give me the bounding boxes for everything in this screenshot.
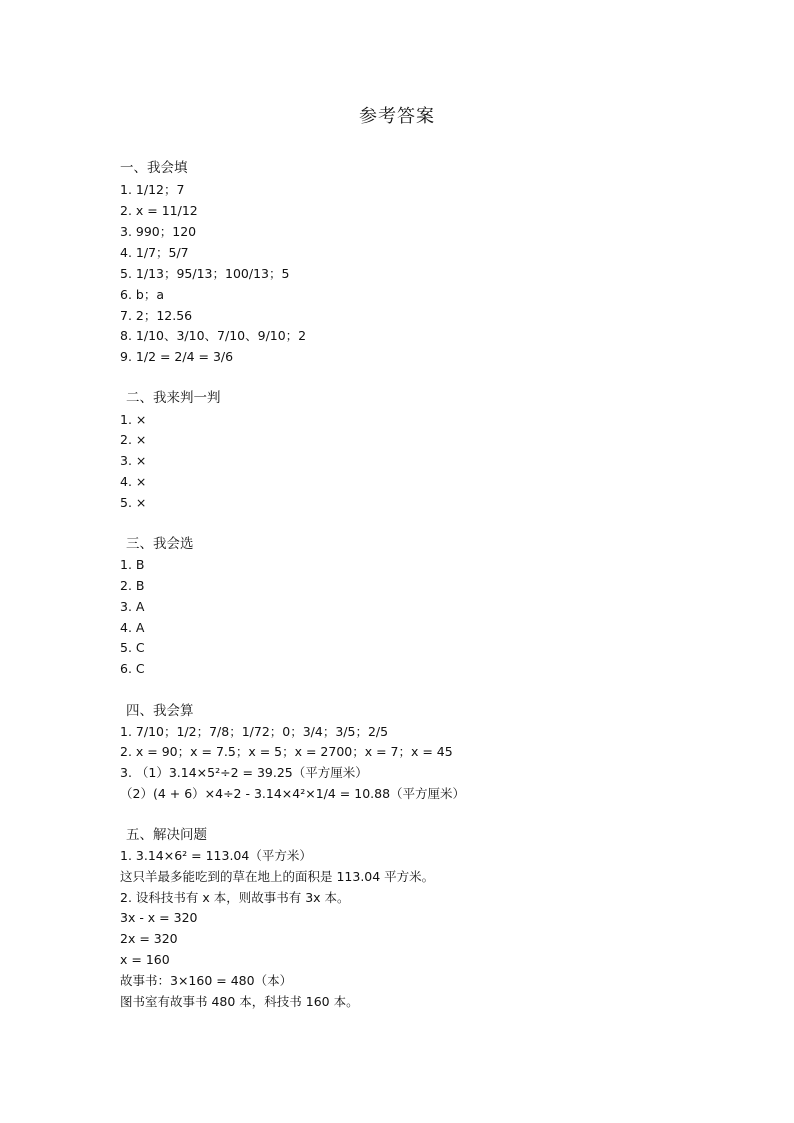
answer-line: 2x = 320 xyxy=(120,931,178,946)
answer-line: 4. × xyxy=(120,474,147,489)
answer-line: 3x - x = 320 xyxy=(120,910,198,925)
section-heading-calculate: 四、我会算 xyxy=(126,703,194,719)
answer-line: 5. 1/13；95/13；100/13；5 xyxy=(120,266,290,281)
answer-line: 这只羊最多能吃到的草在地上的面积是 113.04 平方米。 xyxy=(120,869,435,884)
answer-line: 3. （1）3.14×5²÷2 = 39.25（平方厘米） xyxy=(120,765,368,780)
section-heading-solve: 五、解决问题 xyxy=(126,827,207,843)
answer-line: 1. × xyxy=(120,412,147,427)
answer-line: x = 160 xyxy=(120,952,170,967)
answer-line: 1. 1/12；7 xyxy=(120,182,185,197)
answer-line: 图书室有故事书 480 本，科技书 160 本。 xyxy=(120,994,359,1009)
answer-line: 故事书：3×160 = 480（本） xyxy=(120,973,293,988)
answer-line: 6. C xyxy=(120,661,145,676)
answer-line: 2. B xyxy=(120,578,145,593)
answer-line: 1. 3.14×6² = 113.04（平方米） xyxy=(120,848,312,863)
answer-line: 5. C xyxy=(120,640,145,655)
answer-line: 2. 设科技书有 x 本，则故事书有 3x 本。 xyxy=(120,890,350,905)
answer-line: （2）(4 + 6）×4÷2 - 3.14×4²×1/4 = 10.88（平方厘米） xyxy=(120,786,466,801)
page-title: 参考答案 xyxy=(359,106,435,127)
answer-line: 3. 990；120 xyxy=(120,224,197,239)
section-heading-judge: 二、我来判一判 xyxy=(126,390,221,406)
answer-line: 3. × xyxy=(120,453,147,468)
section-heading-choose: 三、我会选 xyxy=(126,536,194,552)
answer-line: 5. × xyxy=(120,495,147,510)
answer-line: 1. B xyxy=(120,557,145,572)
answer-line: 2. x = 90；x = 7.5；x = 5；x = 2700；x = 7；x = 45 xyxy=(120,744,453,759)
answer-line: 2. × xyxy=(120,432,147,447)
answer-line: 9. 1/2 = 2/4 = 3/6 xyxy=(120,349,234,364)
answer-line: 6. b；a xyxy=(120,287,164,302)
answer-line: 3. A xyxy=(120,599,145,614)
answer-line: 2. x = 11/12 xyxy=(120,203,198,218)
answer-line: 1. 7/10；1/2；7/8；1/72；0；3/4；3/5；2/5 xyxy=(120,724,389,739)
answer-line: 8. 1/10、3/10、7/10、9/10；2 xyxy=(120,328,307,343)
answer-line: 4. A xyxy=(120,620,145,635)
section-heading-fill: 一、我会填 xyxy=(120,160,188,176)
answer-line: 4. 1/7；5/7 xyxy=(120,245,189,260)
answer-line: 7. 2；12.56 xyxy=(120,308,193,323)
